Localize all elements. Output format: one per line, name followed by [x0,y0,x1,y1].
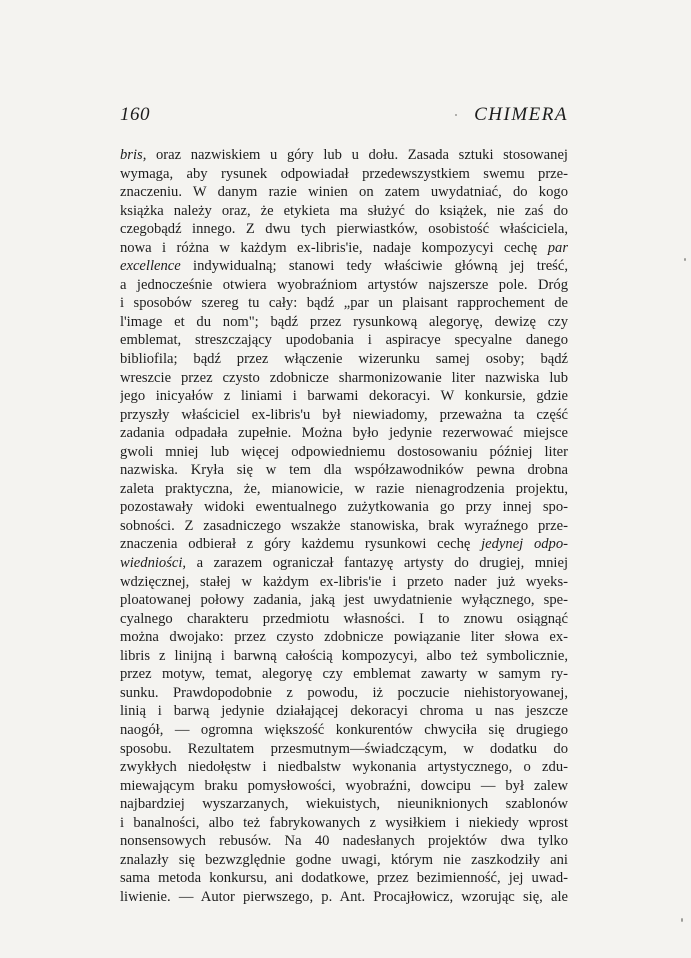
text-line [120,461,568,480]
text-run: znaczenia odbierał z góry każdemu rysunkowi cechę [120,536,482,553]
text-run: indywidualną; stanowi tedy właściwie główną jej treść, [180,258,568,275]
text-run: zwykłych niedołęstw i niedbalstw wykonania artystycznego, o zdu- [120,759,568,776]
text-line [120,183,568,202]
text-line [120,294,568,313]
text-line [120,220,568,239]
italic-text: par [547,239,568,256]
text-run: znaczeniu. W danym razie winien on zatem uwydatniać, do kogo [120,184,568,201]
paper-speck [681,918,683,922]
text-line [120,647,568,666]
paper-speck [684,258,686,261]
text-line [120,257,568,276]
running-head [120,104,568,130]
text-line [120,443,568,462]
text-run: wymaga, aby rysunek odpowiadał przedewszystkiem swemu prze- [120,165,568,182]
text-line [120,888,568,907]
text-run: najbardziej wyszarzanych, wiekuistych, nieuniknionych szablonów [120,796,568,813]
text-line [120,851,568,870]
text-line [120,628,568,647]
text-run: ploatowanej połowy zadania, jaką jest uwydatnienie wyłącznego, spe- [120,592,568,609]
text-line [120,554,568,573]
text-run: emblemat, streszczający upodobania i aspiracye specyalne danego [120,332,568,349]
text-line [120,202,568,221]
text-line [120,814,568,833]
text-line [120,369,568,388]
paper-speck [455,114,457,116]
text-run: można dwojako: przez czysto zdobnicze powiązanie liter słowa ex- [120,629,568,646]
text-line [120,777,568,796]
text-line [120,832,568,851]
text-line [120,684,568,703]
text-run: bibliofila; bądź przez włączenie wizerunku samej osoby; bądź [120,351,568,368]
text-run: sposobu. Rezultatem przesmutnym—świadczącym, w dodatku do [120,740,568,757]
text-run: miewającym braku pomysłowości, wyobraźni, dowcipu — był zalew [120,777,568,794]
text-line [120,740,568,759]
text-run: znalazły się bezwzględnie godne uwagi, którym nie zaszkodziły ani [120,851,568,868]
text-run: pozostawały widoki ewentualnego zużytkowania go przy innej spo- [120,499,568,516]
text-run: sobności. Z zasadniczego wszakże stanowiska, brak wyraźnego prze- [120,517,568,534]
text-run: wreszcie przez czysto zdobnicze sharmonizowanie liter nazwiska lub [120,369,568,386]
text-line [120,406,568,425]
text-line [120,387,568,406]
text-line [120,480,568,499]
text-line [120,313,568,332]
text-line [120,424,568,443]
body-text [120,146,568,906]
italic-text: wiedniości, [120,555,187,572]
page-number: 160 [120,104,150,125]
text-line [120,350,568,369]
text-line [120,665,568,684]
text-line [120,758,568,777]
text-run: a zarazem ograniczał fantazyę artysty do drugiej, mniej [186,555,568,572]
text-run: i banalności, albo też fabrykowanych z wysiłkiem i niekiedy wprost [120,814,568,831]
text-run: przyszły właściciel ex-libris'u był niewiadomy, przeważna ta część [120,406,568,423]
text-line [120,165,568,184]
text-line [120,146,568,165]
text-run: naogół, — ogromna większość konkurentów chwyciła się drugiego [120,721,568,738]
text-run: linią i barwą jedynie działającej dekoracyi chroma u nas jeszcze [120,703,568,720]
text-line [120,239,568,258]
text-run: nonsensowych rebusów. Na 40 nadesłanych projektów dwa tylko [120,833,568,850]
text-run: przez motyw, temat, alegoryę czy emblemat zawarty w samym ry- [120,666,568,683]
text-line [120,610,568,629]
text-run: wdzięcznej, stałej w każdym ex-libris'ie i przeto nader już wyeks- [120,573,568,590]
text-run: nowa i różna w każdym ex-libris'ie, nadaje kompozycyi cechę [120,239,548,256]
text-run: libris z linijną i barwną całością kompozycyi, albo też symbolicznie, [120,647,568,664]
journal-title: CHIMERA [474,104,568,125]
text-run: nazwiska. Kryła się w tem dla współzawodników pewna drobna [120,462,568,479]
text-run: l'image et du nom"; bądź przez rysunkową alegoryę, dewizę czy [120,313,568,330]
text-run: sunku. Prawdopodobnie z powodu, iż poczucie niehistoryowanej, [120,684,568,701]
text-line [120,795,568,814]
text-run: jego inicyałów z liniami i barwami dekoracyi. W konkursie, gdzie [120,388,568,405]
text-run: zaleta praktyczna, że, mianowicie, w razie nienagrodzenia projektu, [120,480,568,497]
italic-text: excellence [120,258,181,275]
text-line [120,591,568,610]
text-run: gwoli mniej lub więcej odpowiedniemu dostosowaniu później liter [120,443,568,460]
text-run: cyalnego charakteru przedmiotu własności. I to znowu osiągnąć [120,610,568,627]
text-run: liwienie. — Autor pierwszego, p. Ant. Procajłowicz, wzorując się, ale [120,888,568,905]
text-run: oraz nazwiskiem u góry lub u dołu. Zasada sztuki stosowanej [146,147,568,163]
text-line [120,535,568,554]
text-line [120,702,568,721]
italic-text: bris, [120,147,147,163]
text-run: zadania odpadała zupełnie. Można było jedynie rezerwować miejsce [120,425,568,442]
text-run: i sposobów szereg tu cały: bądź „par un plaisant rapprochement de [120,295,568,312]
italic-text: jedynej odpo- [481,536,568,553]
text-line [120,721,568,740]
text-run: książka należy oraz, że etykieta ma służyć do książek, nie zaś do [120,202,568,219]
text-line [120,573,568,592]
text-line [120,331,568,350]
text-line [120,276,568,295]
text-run: sama metoda konkursu, ani dodatkowe, przez bezimienność, jej uwad- [120,870,568,887]
text-line [120,869,568,888]
text-line [120,498,568,517]
text-run: a jednocześnie otwiera wyobraźniom artystów najszersze pole. Dróg [120,276,568,293]
text-run: czegobądź innego. Z dwu tych pierwiastków, osobistość właściciela, [120,221,568,238]
text-line [120,517,568,536]
